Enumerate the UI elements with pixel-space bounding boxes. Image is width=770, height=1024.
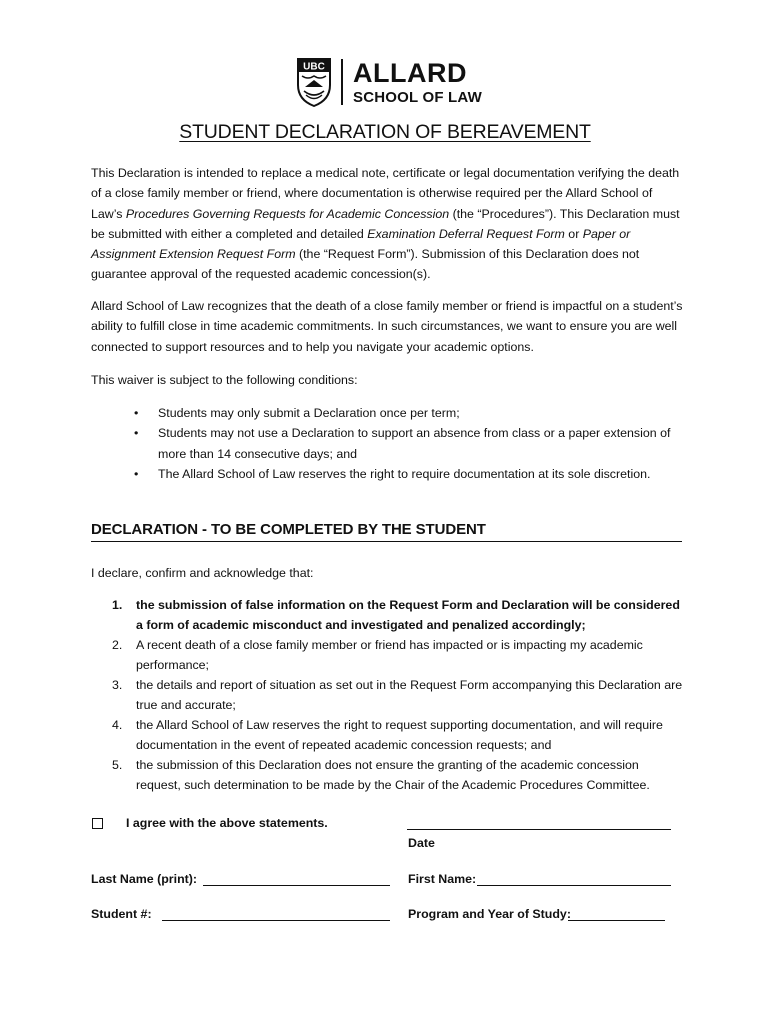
agree-row — [91, 816, 328, 830]
procedures-title: Procedures Governing Requests for Academic Concession — [125, 206, 450, 221]
date-field[interactable] — [407, 829, 671, 830]
first-name-field[interactable] — [477, 885, 671, 886]
list-item — [91, 715, 683, 755]
item-number: 5. — [112, 758, 123, 772]
crest-label: UBC — [303, 61, 325, 73]
last-name-label: Last Name (print): — [91, 872, 198, 886]
page-title: STUDENT DECLARATION OF BEREAVEMENT — [179, 121, 591, 143]
item-text: the submission of false information on the Request Form and Declaration will be considered a form of academic misconduct and investigated and penalized accordingly; — [136, 598, 680, 632]
declaration-intro: I declare, confirm and acknowledge that: — [91, 566, 314, 580]
list-item — [91, 595, 683, 635]
intro-text-3: or — [564, 226, 583, 241]
item-number: 4. — [112, 718, 123, 732]
program-year-field[interactable] — [568, 920, 665, 921]
item-text: the submission of this Declaration does not ensure the granting of the academic concession request, such determination to be made by the Chair of the Academic Procedures Committee. — [136, 758, 650, 792]
student-number-field[interactable] — [162, 920, 390, 921]
list-item — [91, 755, 683, 795]
intro-paragraph — [91, 163, 683, 285]
item-text: A recent death of a close family member or friend has impacted or is impacting my academic performance; — [136, 638, 643, 672]
intro-text-4: (the “Request Form”). Submission of this Declaration does not guarantee approval of the requested academic concession(s). — [91, 247, 640, 282]
extension-form-title: Paper or Assignment Extension Request Form — [91, 226, 631, 262]
paragraph-conditions-intro — [91, 370, 683, 390]
allard-logo — [296, 56, 482, 108]
logo-divider — [341, 59, 343, 105]
item-number: 1. — [112, 598, 123, 612]
intro-text-1: This Declaration is intended to replace a medical note, certificate or legal documentation verifying the death of a close family member or friend, where documentation is otherwise required per the Allard School of Law’s — [91, 166, 680, 221]
agree-checkbox[interactable] — [92, 818, 103, 829]
school-name: ALLARD — [353, 57, 467, 88]
list-item — [91, 675, 683, 715]
item-number: 3. — [112, 678, 123, 692]
item-text: the details and report of situation as set out in the Request Form accompanying this Declaration are true and accurate; — [136, 678, 683, 712]
ubc-crest-icon — [296, 57, 332, 107]
student-number-label: Student #: — [91, 907, 152, 921]
conditions-list — [91, 403, 683, 484]
list-item: • Students may not use a Declaration to support an absence from class or a paper extension of more than 14 consecutive days; and — [91, 423, 683, 464]
logo-text — [353, 57, 482, 106]
exam-deferral-form-title: Examination Deferral Request Form — [367, 226, 565, 241]
list-item: • The Allard School of Law reserves the right to require documentation at its sole discretion. — [91, 464, 683, 484]
item-number: 2. — [112, 638, 123, 652]
intro-text-2: (the “Procedures”). This Declaration must be submitted with either a completed and detailed — [91, 206, 680, 241]
date-label: Date — [408, 836, 435, 850]
paragraph-recognition — [91, 296, 683, 357]
first-name-label: First Name: — [408, 872, 477, 886]
school-subtitle: SCHOOL OF LAW — [353, 88, 482, 106]
declaration-section-heading: DECLARATION - TO BE COMPLETED BY THE STUDENT — [91, 521, 682, 542]
declarations-list — [91, 595, 683, 795]
item-text: the Allard School of Law reserves the right to request supporting documentation, and will require documentation in the event of repeated academic concession requests; and — [136, 718, 663, 752]
paragraph-recognition-text: Allard School of Law recognizes that the death of a close family member or friend is impactful on a student’s ability to fulfill close in time academic commitments. In such circumstances, we want to ensure you are well connected to support resources and to help you navigate your academic options. — [91, 299, 683, 354]
agree-label: I agree with the above statements. — [126, 816, 328, 830]
program-year-label: Program and Year of Study: — [408, 907, 571, 921]
list-item: • Students may only submit a Declaration once per term; — [91, 403, 683, 423]
last-name-field[interactable] — [203, 885, 390, 886]
paragraph-conditions-text: This waiver is subject to the following conditions: — [91, 373, 358, 387]
list-item — [91, 635, 683, 675]
